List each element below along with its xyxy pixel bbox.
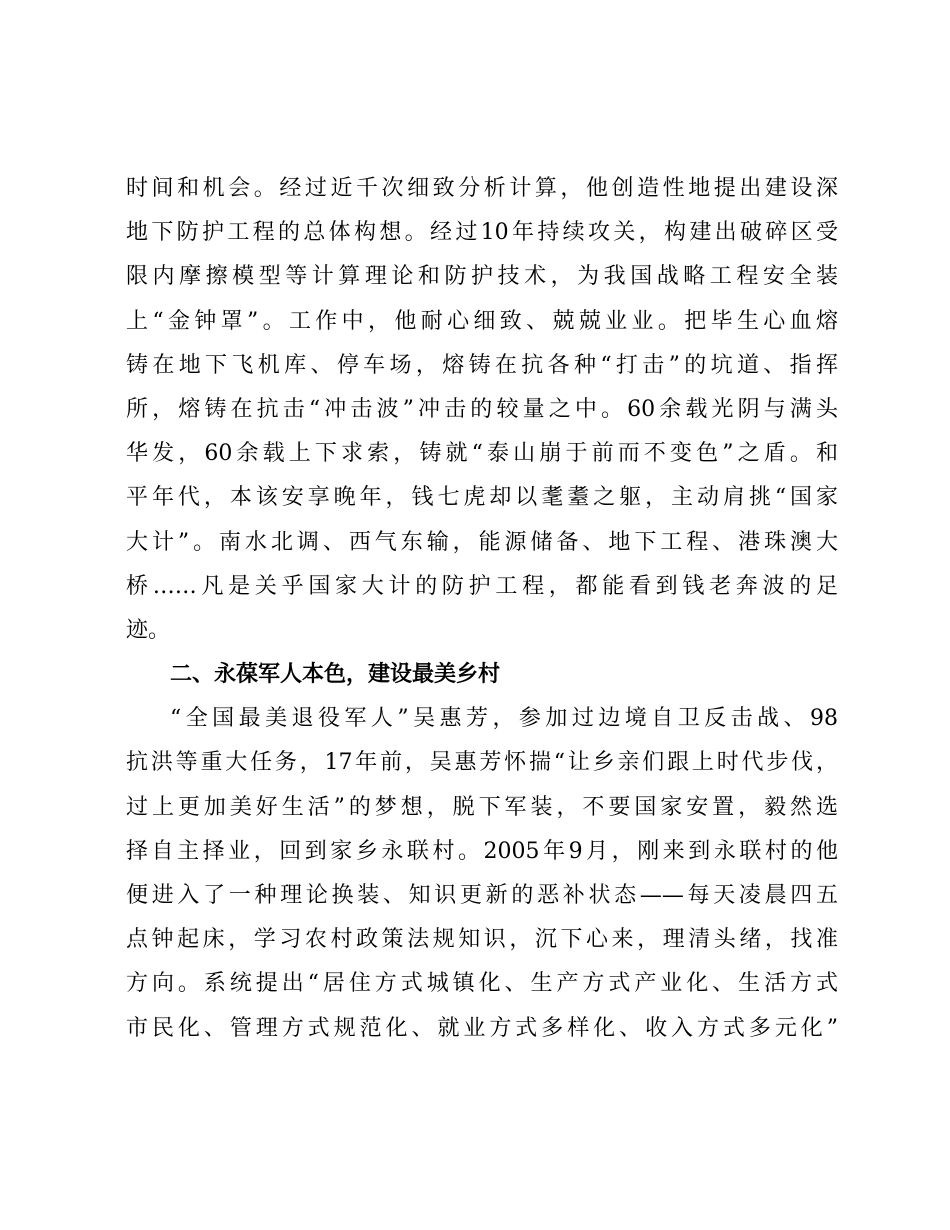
paragraph-1-line: 桥……凡是关乎国家大计的防护工程，都能看到钱老奔波的足 [126,573,838,599]
paragraph-2-line: 过上更加美好生活”的梦想，脱下军装，不要国家安置，毅然选 [126,794,838,820]
paragraph-1-line: 平年代，本该安享晚年，钱七虎却以耄耋之躯，主动肩挑“国家 [126,485,838,511]
paragraph-2-line: 方向。系统提出“居住方式城镇化、生产方式产业化、生活方式 [126,971,838,997]
paragraph-1-line: 上“金钟罩”。工作中，他耐心细致、兢兢业业。把毕生心血熔 [126,308,838,334]
paragraph-2-line: 抗洪等重大任务，17年前，吴惠芳怀揣“让乡亲们跟上时代步伐， [126,750,838,776]
paragraph-1-line: 铸在地下飞机库、停车场，熔铸在抗各种“打击”的坑道、指挥 [126,352,838,378]
paragraph-2-line: 点钟起床，学习农村政策法规知识，沉下心来，理清头绪，找准 [126,927,838,953]
paragraph-1-line: 时间和机会。经过近千次细致分析计算，他创造性地提出建设深 [126,176,838,201]
paragraph-1-line: 大计”。南水北调、西气东输，能源储备、地下工程、港珠澳大 [126,529,838,555]
paragraph-1 [126,167,838,1051]
paragraph-1-line: 地下防护工程的总体构想。经过10年持续攻关，构建出破碎区受 [126,220,838,246]
paragraph-2-line: 择自主择业，回到家乡永联村。2005年9月，刚来到永联村的他 [126,838,838,864]
paragraph-2-line: 便进入了一种理论换装、知识更新的恶补状态——每天凌晨四五 [126,883,838,908]
paragraph-1-line: 限内摩擦模型等计算理论和防护技术，为我国战略工程安全装 [126,264,838,290]
paragraph-1-line: 迹。 [126,617,171,643]
paragraph-1-line: 华发，60余载上下求索，铸就“泰山崩于前而不变色”之盾。和 [126,441,838,467]
paragraph-2-line: “全国最美退役军人”吴惠芳，参加过边境自卫反击战、98 [170,706,838,732]
section-heading: 二、永葆军人本色，建设最美乡村 [170,662,501,688]
paragraph-2-line: 市民化、管理方式规范化、就业方式多样化、收入方式多元化” [126,1015,838,1041]
paragraph-1-line: 所，熔铸在抗击“冲击波”冲击的较量之中。60余载光阴与满头 [126,396,838,422]
